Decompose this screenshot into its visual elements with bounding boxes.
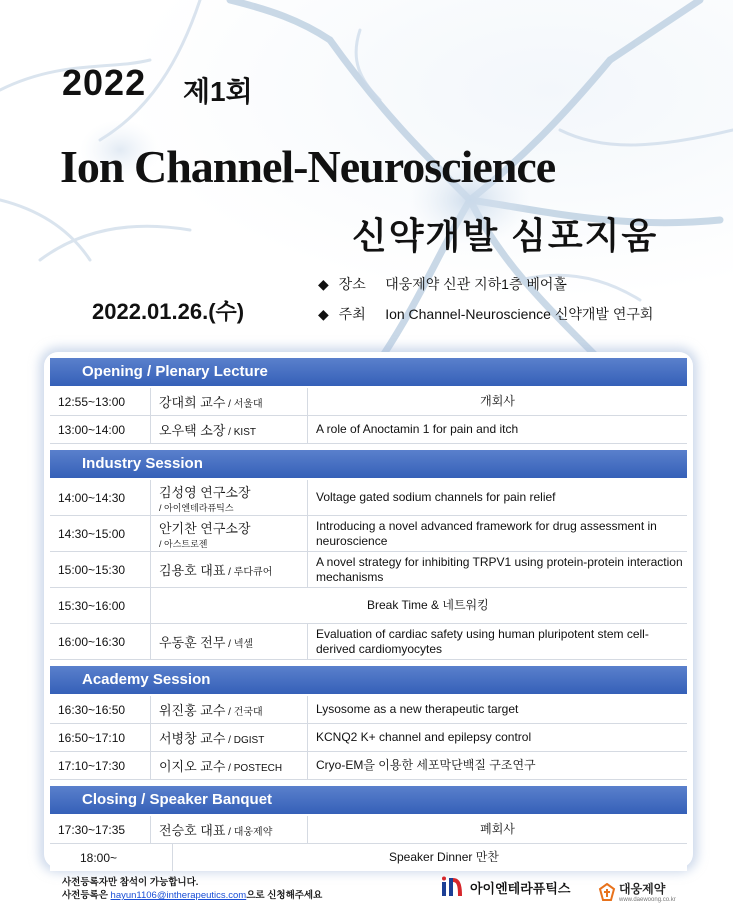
section-closing: Closing / Speaker Banquet (50, 786, 687, 814)
row-speaker: 강대희 교수 / 서울대 (151, 388, 308, 415)
event-info (318, 274, 653, 334)
row-speaker: 김성영 연구소장 / 아이엔테라퓨틱스 (151, 480, 308, 515)
row-title: Speaker Dinner 만찬 (389, 850, 499, 864)
program-row (50, 416, 687, 444)
program-row (50, 752, 687, 780)
program-row (50, 552, 687, 588)
row-time: 16:00~16:30 (50, 624, 151, 659)
row-title: Introducing a novel advanced framework for drug assessment in neuroscience (316, 518, 657, 548)
row-speaker-empty (151, 588, 307, 623)
row-title: A role of Anoctamin 1 for pain and itch (316, 422, 519, 436)
event-year: 2022 (62, 62, 147, 103)
row-speaker-empty (173, 844, 329, 871)
section-industry: Industry Session (50, 450, 687, 478)
program-row (50, 388, 687, 416)
host-line (318, 304, 653, 324)
intherapeutics-logo (440, 876, 570, 898)
hero-banner (0, 0, 733, 360)
row-speaker: 전승호 대표 / 대웅제약 (151, 816, 308, 843)
row-time: 18:00~ (50, 844, 173, 871)
diamond-bullet-icon: ◆ (318, 306, 329, 322)
daewoong-logo-icon (598, 883, 616, 901)
row-time: 16:50~17:10 (50, 724, 151, 751)
program-row (50, 624, 687, 660)
row-speaker: 서병창 교수 / DGIST (151, 724, 308, 751)
row-time: 16:30~16:50 (50, 696, 151, 723)
program-row (50, 696, 687, 724)
program-row (50, 588, 687, 624)
row-time: 17:30~17:35 (50, 816, 151, 843)
event-date: 2022.01.26.(수) (92, 299, 245, 324)
row-title: KCNQ2 K+ channel and epilepsy control (316, 730, 532, 744)
section-academy: Academy Session (50, 666, 687, 694)
row-speaker: 우동훈 전무 / 넥셀 (151, 624, 308, 659)
row-title: Evaluation of cardiac safety using human pluripotent stem cell-derived cardiomyocytes (316, 626, 649, 656)
section-opening: Opening / Plenary Lecture (50, 358, 687, 386)
venue-line (318, 274, 653, 294)
host-value: Ion Channel-Neuroscience 신약개발 연구회 (385, 306, 654, 322)
program-row (50, 724, 687, 752)
row-time: 15:00~15:30 (50, 552, 151, 587)
daewoong-logo-name: 대웅제약 (619, 882, 666, 896)
row-time: 14:00~14:30 (50, 480, 151, 515)
intherapeutics-logo-icon (440, 876, 466, 898)
event-edition: 제1회 (183, 76, 253, 107)
registration-line-1: 사전등록자만 참석이 가능합니다. (62, 877, 199, 888)
row-speaker: 김용호 대표 / 루다큐어 (151, 552, 308, 587)
row-title: Voltage gated sodium channels for pain relief (316, 490, 556, 504)
row-title: Break Time & 네트워킹 (367, 598, 489, 612)
daewoong-logo (598, 880, 676, 903)
daewoong-logo-url: www.daewoong.co.kr (619, 897, 676, 903)
event-title: Ion Channel-Neuroscience (60, 141, 556, 192)
row-title: 폐회사 (480, 822, 515, 836)
registration-email-link[interactable]: hayun1106@intherapeutics.com (110, 890, 247, 901)
event-subtitle: 신약개발 심포지움 (352, 215, 659, 256)
row-time: 17:10~17:30 (50, 752, 151, 779)
row-title: Cryo-EM을 이용한 세포막단백질 구조연구 (316, 758, 536, 772)
program-row (50, 844, 687, 871)
program-row (50, 480, 687, 516)
registration-line-2: 사전등록은 hayun1106@intherapeutics.com으로 신청해주세요 (62, 890, 323, 901)
row-title: Lysosome as a new therapeutic target (316, 702, 519, 716)
row-speaker: 위진홍 교수 / 건국대 (151, 696, 308, 723)
diamond-bullet-icon: ◆ (318, 276, 329, 292)
row-title: 개회사 (480, 394, 515, 408)
row-time: 12:55~13:00 (50, 388, 151, 415)
venue-value: 대웅제약 신관 지하1층 베어홀 (385, 276, 567, 292)
row-time: 14:30~15:00 (50, 516, 151, 551)
host-label: 주최 (338, 306, 366, 322)
program-panel (44, 352, 693, 868)
registration-note (62, 876, 322, 902)
row-speaker: 오우택 소장 / KIST (151, 416, 308, 443)
intherapeutics-logo-name: 아이엔테라퓨틱스 (470, 880, 571, 896)
row-time: 15:30~16:00 (50, 588, 151, 623)
venue-label: 장소 (338, 276, 366, 292)
row-time: 13:00~14:00 (50, 416, 151, 443)
program-row (50, 516, 687, 552)
row-title: A novel strategy for inhibiting TRPV1 using protein-protein interaction mechanisms (316, 554, 683, 584)
row-speaker: 이지오 교수 / POSTECH (151, 752, 308, 779)
row-speaker: 안기찬 연구소장 / 아스트로젠 (151, 516, 308, 551)
program-row (50, 816, 687, 844)
